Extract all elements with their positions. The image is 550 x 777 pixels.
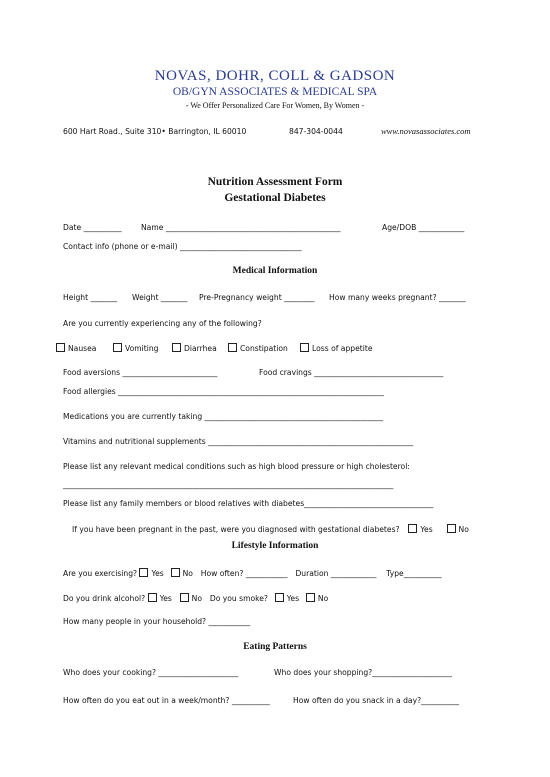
gestational-question-text: If you have been pregnant in the past, were you diagnosed with gestational diabetes? — [72, 525, 400, 534]
symptom-label: Loss of appetite — [312, 344, 373, 353]
symptom-label: Diarrhea — [184, 344, 217, 353]
gestational-yes-checkbox[interactable] — [408, 524, 417, 533]
no-label: No — [458, 525, 469, 534]
yes-label: Yes — [420, 525, 433, 534]
yes-label: Yes — [286, 594, 300, 603]
date-field[interactable]: Date __________ — [63, 223, 122, 232]
practice-phone: 847-304-0044 — [289, 127, 343, 136]
symptom-label: Constipation — [240, 344, 288, 353]
checkbox[interactable] — [172, 343, 181, 352]
symptom-diarrhea[interactable] — [172, 343, 217, 353]
gestational-diabetes-question — [72, 524, 469, 534]
medical-heading: Medical Information — [232, 266, 318, 276]
contact-field[interactable]: Contact info (phone or e-mail) ________________________________ — [63, 242, 302, 251]
cooking-field[interactable]: Who does your cooking? _____________________ — [63, 668, 239, 677]
symptom-constipation[interactable] — [228, 343, 288, 353]
alcohol-yes-checkbox[interactable] — [148, 593, 157, 602]
form-title: Nutrition Assessment Form — [207, 176, 343, 188]
food-aversions-field[interactable]: Food aversions _________________________ — [63, 368, 218, 377]
prepregnancy-weight-field[interactable]: Pre-Pregnancy weight ________ — [199, 293, 315, 302]
no-label: No — [191, 594, 202, 603]
experiencing-question: Are you currently experiencing any of the following? — [63, 319, 262, 328]
form-subtitle: Gestational Diabetes — [224, 192, 326, 204]
smoke-yes-checkbox[interactable] — [275, 593, 284, 602]
checkbox[interactable] — [113, 343, 122, 352]
exercising-yes-checkbox[interactable] — [139, 568, 148, 577]
practice-website: www.novasassociates.com — [381, 126, 471, 136]
vitamins-field[interactable]: Vitamins and nutritional supplements ______________________________________________________ — [63, 437, 414, 446]
name-field[interactable]: Name ______________________________________________ — [141, 223, 341, 232]
lifestyle-heading: Lifestyle Information — [231, 541, 319, 551]
symptom-label: Vomiting — [125, 344, 159, 353]
food-allergies-field[interactable]: Food allergies ______________________________________________________________________ — [63, 387, 384, 396]
family-diabetes-field[interactable]: Please list any family members or blood relatives with diabetes__________________________________ — [63, 499, 434, 508]
yes-label: Yes — [151, 569, 164, 578]
weight-field[interactable]: Weight _______ — [132, 293, 188, 302]
duration-field[interactable]: Duration ____________ — [295, 569, 377, 578]
practice-address: 600 Hart Road., Suite 310• Barrington, IL 60010 — [63, 127, 247, 136]
practice-subname: OB/GYN ASSOCIATES & MEDICAL SPA — [172, 86, 378, 98]
conditions-answer-line[interactable]: _______________________________________________________________________________________ — [63, 480, 394, 489]
weeks-pregnant-field[interactable]: How many weeks pregnant? _______ — [329, 293, 466, 302]
height-field[interactable]: Height _______ — [63, 293, 118, 302]
conditions-question: Please list any relevant medical conditions such as high blood pressure or high cholesterol: — [63, 462, 410, 471]
household-field[interactable]: How many people in your household? ___________ — [63, 617, 251, 626]
shopping-field[interactable]: Who does your shopping?_____________________ — [274, 668, 452, 677]
gestational-no-checkbox[interactable] — [447, 524, 456, 533]
smoke-question: Do you smoke? — [209, 594, 268, 603]
practice-tagline: - We Offer Personalized Care For Women, By Women - — [185, 101, 365, 110]
symptom-vomiting[interactable] — [113, 343, 158, 353]
symptom-label: Nausea — [68, 344, 97, 353]
exercising-row — [63, 568, 442, 578]
medications-field[interactable]: Medications you are currently taking _______________________________________________ — [63, 412, 384, 421]
practice-name: NOVAS, DOHR, COLL & GADSON — [154, 68, 396, 84]
smoke-no-checkbox[interactable] — [306, 593, 315, 602]
eat-out-field[interactable]: How often do you eat out in a week/month? __________ — [63, 696, 270, 705]
exercising-no-checkbox[interactable] — [171, 568, 180, 577]
age-dob-field[interactable]: Age/DOB ____________ — [382, 223, 465, 232]
checkbox[interactable] — [300, 343, 309, 352]
snack-field[interactable]: How often do you snack in a day?__________ — [293, 696, 460, 705]
food-cravings-field[interactable]: Food cravings __________________________________ — [259, 368, 444, 377]
no-label: No — [182, 569, 193, 578]
exercising-question: Are you exercising? — [63, 569, 138, 578]
symptom-loss-of-appetite[interactable] — [300, 343, 373, 353]
type-field[interactable]: Type__________ — [386, 569, 442, 578]
alcohol-question: Do you drink alcohol? — [63, 594, 146, 603]
alcohol-smoke-row — [63, 593, 328, 603]
eating-heading: Eating Patterns — [243, 642, 307, 652]
checkbox[interactable] — [228, 343, 237, 352]
how-often-field[interactable]: How often? ___________ — [200, 569, 288, 578]
symptom-nausea[interactable] — [56, 343, 96, 353]
no-label: No — [317, 594, 329, 603]
checkbox[interactable] — [56, 343, 65, 352]
yes-label: Yes — [159, 594, 172, 603]
alcohol-no-checkbox[interactable] — [180, 593, 189, 602]
